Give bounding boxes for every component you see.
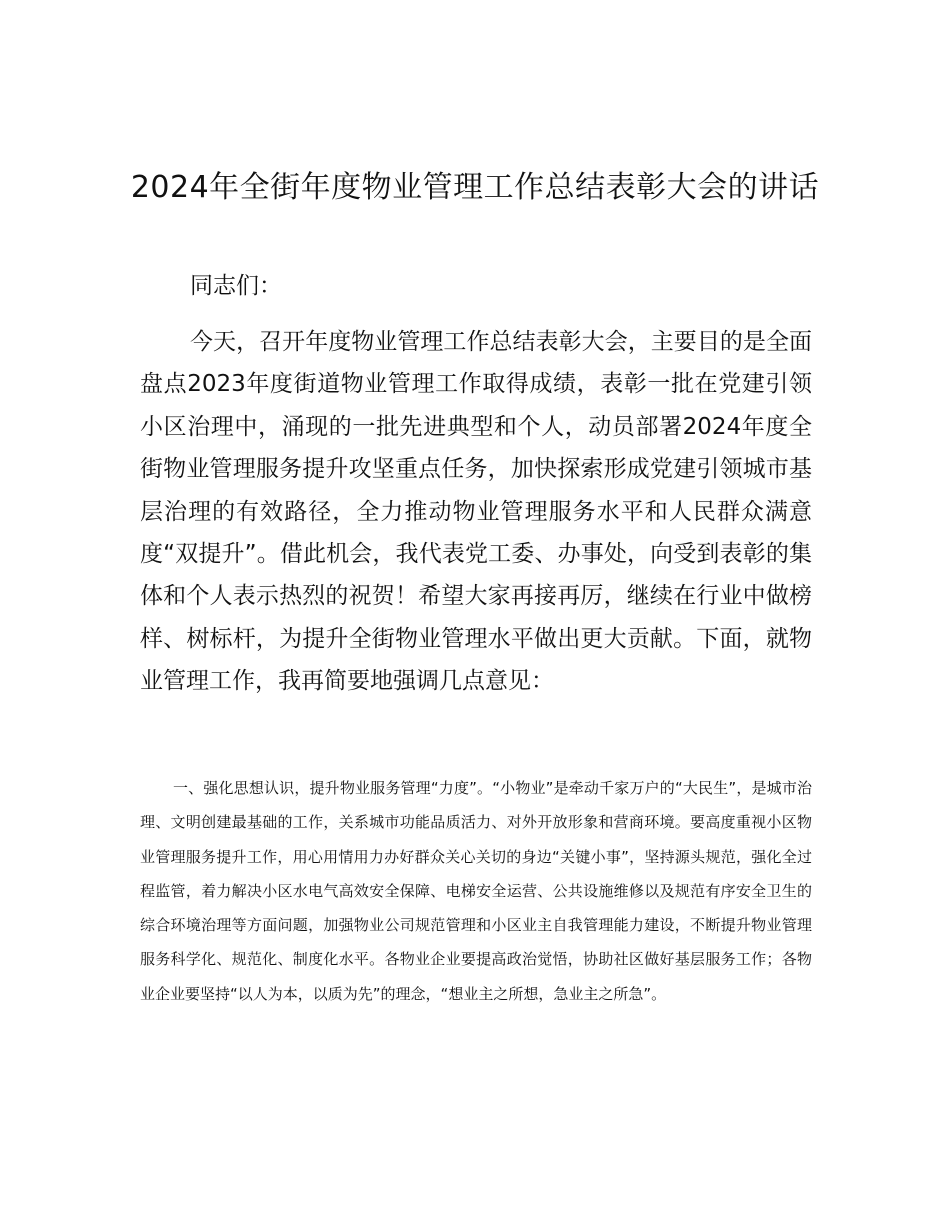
intro-paragraph: 今天，召开年度物业管理工作总结表彰大会，主要目的是全面盘点2023年度街道物业管理工作取得成绩，表彰一批在党建引领小区治理中，涌现的一批先进典型和个人，动员部署2024年度全街物业管理服务提升攻坚重点任务，加快探索形成党建引领城市基层治理的有效路径，全力推动物业管理服务水平和人民群众满意度“双提升”。借此机会，我代表党工委、办事处，向受到表彰的集体和个人表示热烈的祝贺！希望大家再接再厉，继续在行业中做榜样、树标杆，为提升全街物业管理水平做出更大贡献。下面，就物业管理工作，我再简要地强调几点意见： [140, 329, 812, 695]
salutation: 同志们： [190, 273, 282, 299]
section-one-paragraph: 一、强化思想认识，提升物业服务管理“力度”。“小物业”是牵动千家万户的“大民生”，是城市治理、文明创建最基础的工作，关系城市功能品质活力、对外开放形象和营商环境。要高度重视小区物业管理服务提升工作，用心用情用力办好群众关心关切的身边“关键小事”，坚持源头规范，强化全过程监管，着力解决小区水电气高效安全保障、电梯安全运营、公共设施维修以及规范有序安全卫生的综合环境治理等方面问题，加强物业公司规范管理和小区业主自我管理能力建设，不断提升物业管理服务科学化、规范化、制度化水平。各物业企业要提高政治觉悟，协助社区做好基层服务工作；各物业企业要坚持“以人为本，以质为先”的理念，“想业主之所想，急业主之所急”。 [140, 779, 812, 1003]
document-title: 2024年全街年度物业管理工作总结表彰大会的讲话 [130, 170, 820, 205]
